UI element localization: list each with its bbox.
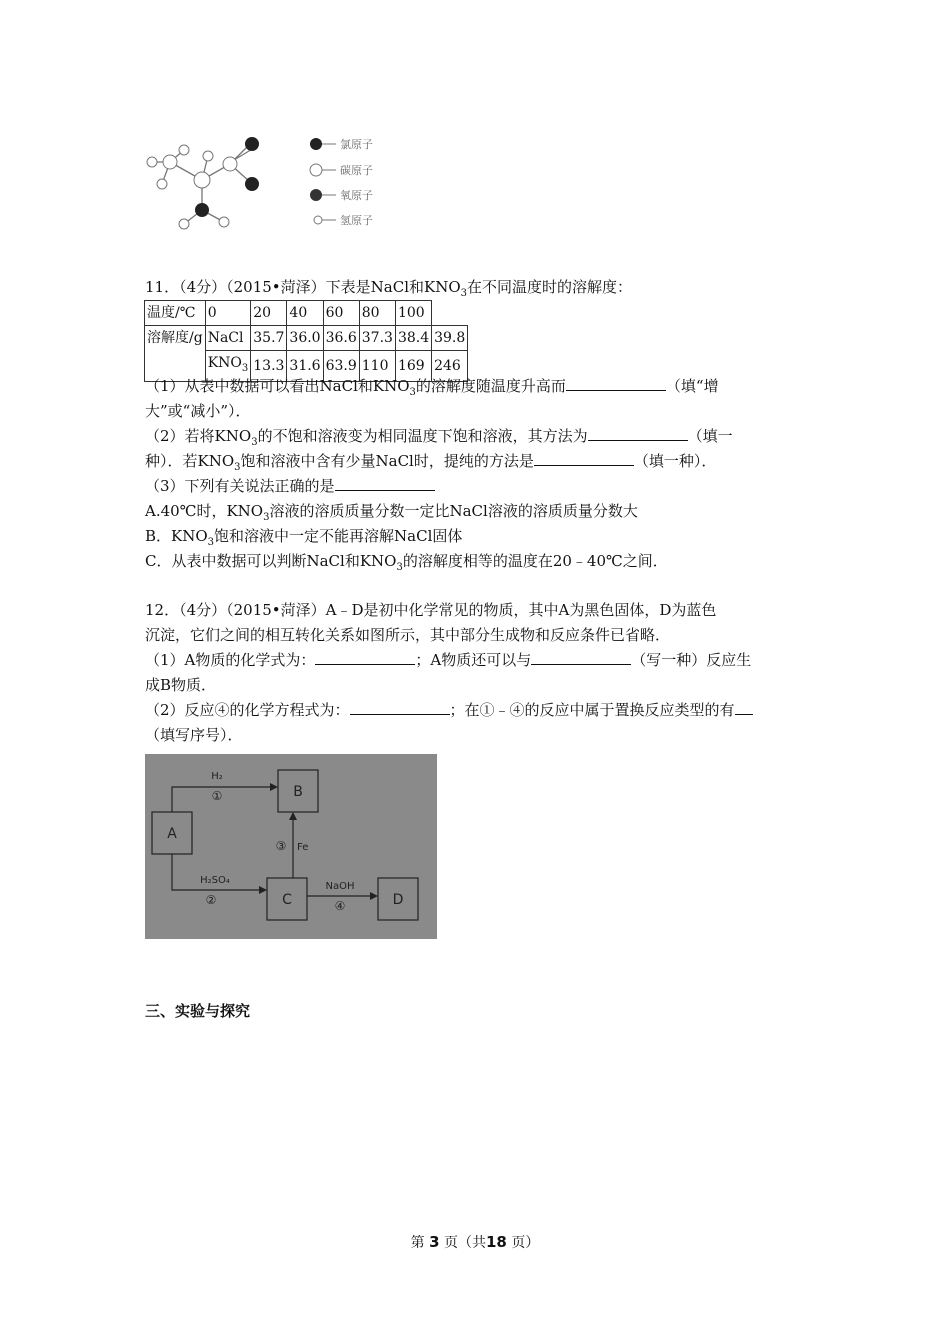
q11-part2-line2: 种）．若$KNO_3$饱和溶液中含有少量NaCl时，提纯的方法是 （填一种）． [145,452,717,473]
q11-intro: 11．（4分）（2015•菏泽）下表是NaCl和$KNO_3$在不同温度时的溶解度： [145,278,633,299]
temp-header: 温度/℃ [145,301,206,326]
answer-blank[interactable] [566,376,666,391]
legend-carbon: 碳原子 [340,164,373,177]
q12-part2-line2: （填写序号）． [145,726,243,744]
page-footer: 第 3 页（共18 页） [410,1233,540,1251]
svg-text:D: D [392,892,404,908]
q12-line1: 12．（4分）（2015•菏泽）A﹣D是初中化学常见的物质，其中A为黑色固体，D为蓝色 [145,601,717,619]
table-row-kno3: $KNO_3$ 13.3 31.6 63.9 110 169 246 [145,351,468,382]
reaction3-label: Fe [297,842,309,853]
reaction4-number: ④ [334,899,346,913]
q11-option-c: C．从表中数据可以判断NaCl和$KNO_3$的溶解度相等的温度在20﹣40℃之间． [145,552,668,573]
legend-hydrogen: 氢原子 [340,214,373,227]
kno3-label: $KNO_3$ [205,351,251,382]
reaction1-number: ① [211,789,223,803]
table-row-nacl: 溶解度/g NaCl 35.7 36.0 36.6 37.3 38.4 39.8 [145,326,468,351]
nacl-label: NaCl [205,326,251,351]
answer-blank[interactable] [588,426,688,441]
q11-option-b: B．$KNO_3$饱和溶液中一定不能再溶解NaCl固体 [145,527,463,548]
page-number: 3 [429,1233,440,1251]
reaction-flow-diagram [145,754,437,939]
svg-text:A: A [167,826,177,842]
reaction4-label: NaOH [325,881,355,892]
answer-blank[interactable] [531,650,631,665]
q11-part3: （3）下列有关说法正确的是 [145,476,435,496]
q12-part2-line1: （2）反应④的化学方程式为： ；在①﹣④的反应中属于置换反应类型的有 [145,700,753,720]
answer-blank[interactable] [350,700,450,715]
legend-oxygen: 氧原子 [340,189,373,202]
q12-part1-line2: 成B物质． [145,676,217,694]
q12-line2: 沉淀，它们之间的相互转化关系如图所示，其中部分生成物和反应条件已省略． [145,626,671,644]
atoms [147,137,259,229]
section-title: 三、实验与探究 [145,1002,251,1020]
q11-part1-line2: 大”或“减小”）． [145,402,251,420]
q11-option-a: A.40℃时，$KNO_3$溶液的溶质质量分数一定比NaCl溶液的溶质质量分数大 [145,502,638,523]
answer-blank[interactable] [315,650,415,665]
molecule-legend [310,137,373,227]
svg-text:B: B [293,784,303,800]
q12-part1-line1: （1）A物质的化学式为： ；A物质还可以与 （写一种）反应生 [145,651,752,669]
answer-blank[interactable] [735,700,753,715]
reaction3-number: ③ [275,839,287,853]
svg-text:C: C [282,892,292,908]
solubility-header: 溶解度/g [145,326,206,382]
reaction2-number: ② [205,893,217,907]
answer-blank[interactable] [335,476,435,491]
solubility-table [144,300,468,382]
answer-blank[interactable] [534,451,634,466]
q11-part1-line1: （1）从表中数据可以看出NaCl和$KNO_3$的溶解度随温度升高而 （填“增 [145,377,719,398]
table-row-temp: 温度/℃ 0 20 40 60 80 100 [145,301,468,326]
page-total: 18 [486,1233,507,1251]
molecule-model-figure [140,128,400,238]
reaction1-label: H₂ [211,771,223,782]
legend-chlorine: 氯原子 [340,138,373,151]
q11-part2-line1: （2）若将$KNO_3$的不饱和溶液变为相同温度下饱和溶液，其方法为 （填一 [145,427,733,448]
reaction2-label: H₂SO₄ [200,875,230,886]
